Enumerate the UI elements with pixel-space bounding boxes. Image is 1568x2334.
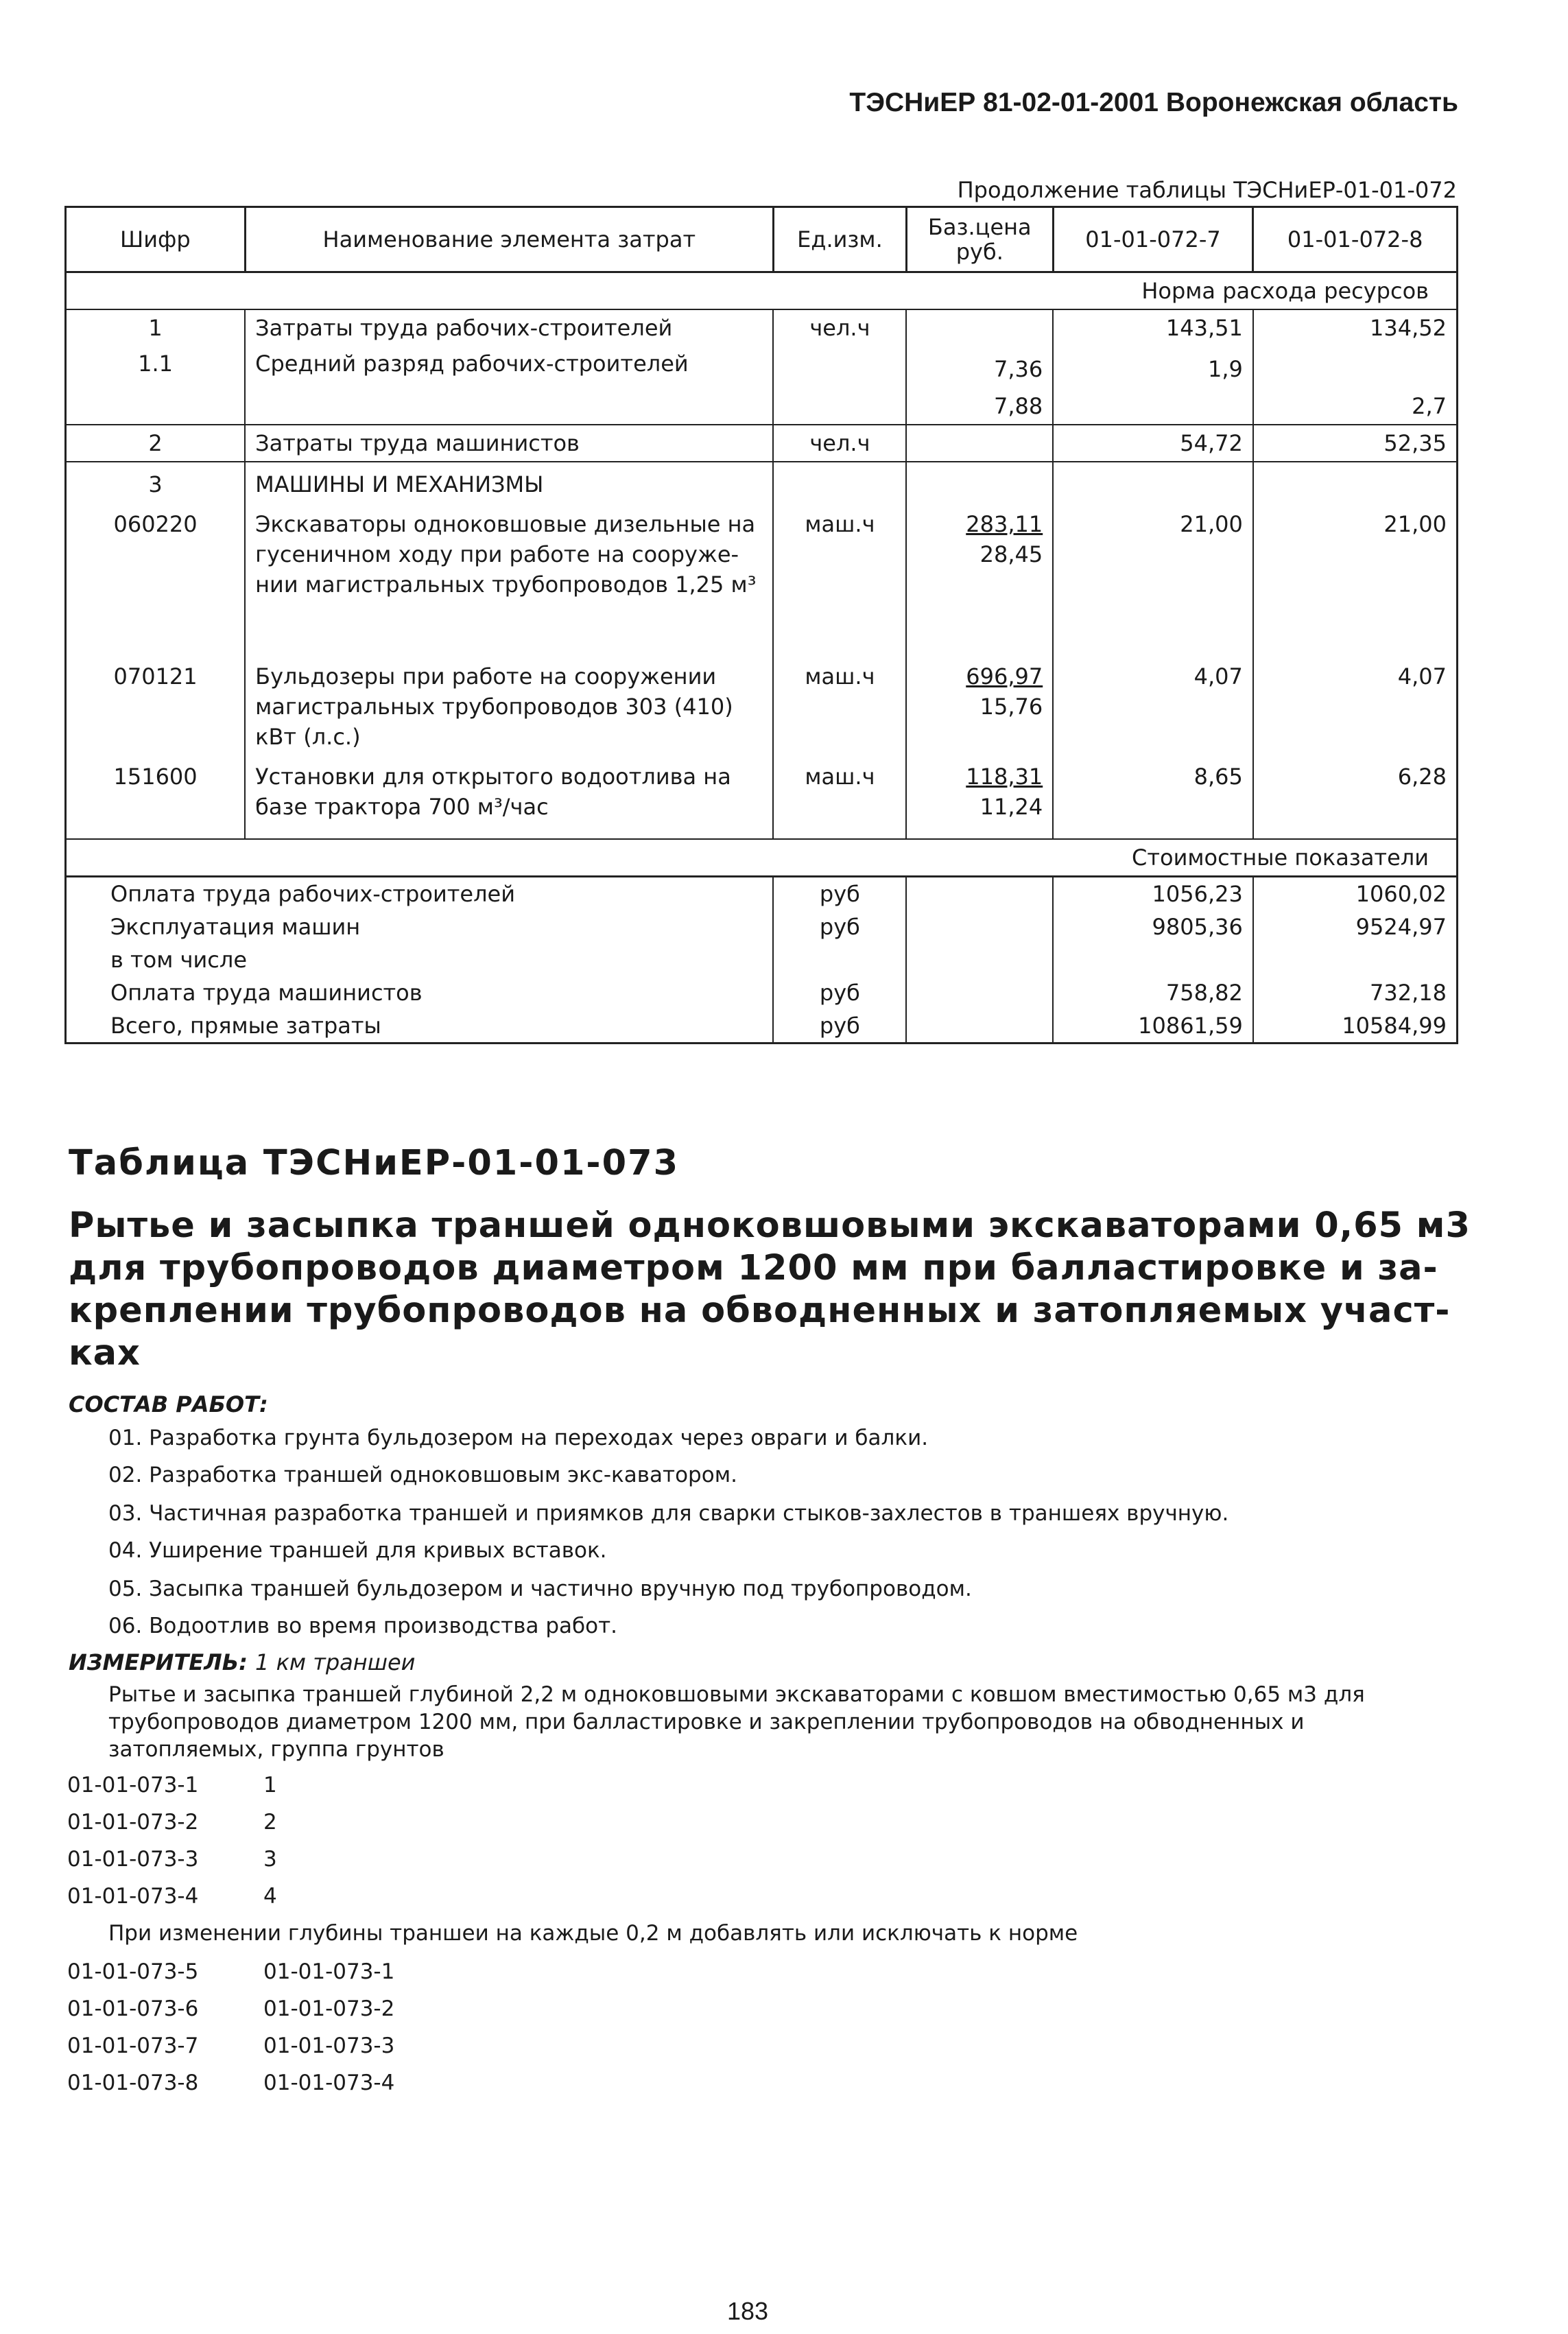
cost-row-value-8: 1060,02 <box>1253 877 1458 911</box>
row-name: Затраты труда рабочих-строителей <box>245 309 773 346</box>
row-name-line: кВт (л.с.) <box>255 724 361 750</box>
cost-header-row <box>66 839 1458 877</box>
cost-row-value-7 <box>1053 943 1253 976</box>
cost-row <box>66 976 1458 1009</box>
code-row <box>67 1810 277 1835</box>
row-price-bottom: 28,45 <box>979 541 1043 567</box>
row-value-8: 21,00 <box>1253 502 1458 659</box>
row-name-line: Бульдозеры при работе на сооружении <box>255 663 717 689</box>
row-value-7: 8,65 <box>1053 759 1253 839</box>
row-price <box>906 309 1053 346</box>
cost-row-unit: руб <box>773 910 906 943</box>
cost-row-unit <box>773 943 906 976</box>
row-name <box>245 502 773 659</box>
row-code: 070121 <box>66 659 246 759</box>
section-description: Рытье и засыпка траншей глубиной 2,2 м одноковшовыми экскаваторами с ковшом вместимостью 0,65 м3 для трубопроводов диаметром 1200 мм, при балластировке и закреплении трубопроводов на обводненных и затопляемых, группа грунтов <box>108 1682 1365 1762</box>
code: 01-01-073-3 <box>67 1847 199 1872</box>
table-row <box>66 425 1458 462</box>
col-header-price-label: Баз.цена руб. <box>927 214 1032 265</box>
row-code: 151600 <box>66 759 246 839</box>
resource-table <box>64 206 1458 1044</box>
cost-row-price <box>906 943 1053 976</box>
code: 01-01-073-2 <box>67 1810 199 1835</box>
row-price <box>906 759 1053 839</box>
code-value: 01-01-073-1 <box>263 1959 395 1984</box>
row-name: Затраты труда машинистов <box>245 425 773 462</box>
cost-row-value-8 <box>1253 943 1458 976</box>
row-price <box>906 462 1053 502</box>
code: 01-01-073-8 <box>67 2071 199 2095</box>
cost-row-name: Эксплуатация машин <box>66 910 774 943</box>
cost-row <box>66 877 1458 911</box>
table-row <box>66 462 1458 502</box>
row-unit: маш.ч <box>773 659 906 759</box>
row-price-top: 7,36 <box>993 356 1043 382</box>
code-value: 01-01-073-4 <box>263 2071 395 2095</box>
code: 01-01-073-4 <box>67 1884 199 1909</box>
depth-note: При изменении глубины траншеи на каждые 0,2 м добавлять или исключать к норме <box>108 1921 1078 1946</box>
section-table-title: Таблица ТЭСНиЕР-01-01-073 <box>69 1143 680 1183</box>
table-row <box>66 502 1458 659</box>
row-value-8 <box>1253 462 1458 502</box>
cost-row-value-7: 9805,36 <box>1053 910 1253 943</box>
table-row <box>66 309 1458 346</box>
code-row <box>67 1996 394 2021</box>
section-subtitle <box>69 1205 1482 1375</box>
row-price <box>906 502 1053 659</box>
row-value-8: 134,52 <box>1253 309 1458 346</box>
code-row <box>67 1773 277 1797</box>
row-value-8: 52,35 <box>1253 425 1458 462</box>
row-unit: чел.ч <box>773 309 906 346</box>
cost-row <box>66 943 1458 976</box>
work-item: 06. Водоотлив во время производства работ. <box>108 1614 618 1638</box>
row-price <box>906 346 1053 425</box>
code-value: 4 <box>263 1884 277 1909</box>
row-price-top: 283,11 <box>966 511 1043 537</box>
meter-value: 1 км траншеи <box>255 1649 416 1675</box>
code-row <box>67 2034 394 2058</box>
cost-row-value-7: 10861,59 <box>1053 1009 1253 1044</box>
row-value-7 <box>1053 462 1253 502</box>
code-value: 1 <box>263 1773 277 1797</box>
cost-row-value-8: 10584,99 <box>1253 1009 1458 1044</box>
table-row <box>66 346 1458 425</box>
cost-row-value-7: 1056,23 <box>1053 877 1253 911</box>
code-value: 2 <box>263 1810 277 1835</box>
row-price-bottom: 15,76 <box>979 694 1043 720</box>
row-price-bottom: 11,24 <box>979 794 1043 820</box>
code-row <box>67 1847 277 1872</box>
row-unit <box>773 462 906 502</box>
norm-header: Норма расхода ресурсов <box>66 272 1458 310</box>
cost-row-unit: руб <box>773 1009 906 1044</box>
code: 01-01-073-7 <box>67 2034 199 2058</box>
code-value: 01-01-073-3 <box>263 2034 395 2058</box>
row-value-7: 4,07 <box>1053 659 1253 759</box>
row-price-top: 696,97 <box>966 663 1043 689</box>
row-name <box>245 759 773 839</box>
row-code: 2 <box>66 425 246 462</box>
row-name-line: нии магистральных трубопроводов 1,25 м³ <box>255 571 757 598</box>
cost-row-unit: руб <box>773 877 906 911</box>
row-unit: чел.ч <box>773 425 906 462</box>
cost-row-unit: руб <box>773 976 906 1009</box>
row-name: Средний разряд рабочих-строителей <box>245 346 773 425</box>
table-header-row <box>66 207 1458 272</box>
document-header: ТЭСНиЕР 81-02-01-2001 Воронежская область <box>849 88 1458 117</box>
code: 01-01-073-5 <box>67 1959 199 1984</box>
row-value-7: 54,72 <box>1053 425 1253 462</box>
page-number: 183 <box>727 2297 769 2325</box>
cost-row <box>66 1009 1458 1044</box>
cost-row-value-7: 758,82 <box>1053 976 1253 1009</box>
row-value-7: 21,00 <box>1053 502 1253 659</box>
cost-row-name: Всего, прямые затраты <box>66 1009 774 1044</box>
meter-label: ИЗМЕРИТЕЛЬ: <box>69 1649 248 1675</box>
row-price-bottom: 7,88 <box>993 393 1043 419</box>
code-row <box>67 2071 394 2095</box>
col-header-072-8: 01-01-072-8 <box>1253 207 1458 272</box>
cost-row <box>66 910 1458 943</box>
row-unit <box>773 346 906 425</box>
row-name-line: Установки для открытого водоотлива на <box>255 764 731 790</box>
norm-header-row <box>66 272 1458 310</box>
row-unit: маш.ч <box>773 759 906 839</box>
cost-row-value-8: 9524,97 <box>1253 910 1458 943</box>
code-row <box>67 1959 394 1984</box>
work-item: 05. Засыпка траншей бульдозером и частично вручную под трубопроводом. <box>108 1577 972 1601</box>
table-row <box>66 759 1458 839</box>
row-value-8-text: 2,7 <box>1412 393 1447 419</box>
meter-line <box>69 1649 415 1675</box>
section-subtitle-line: креплении трубопроводов на обводненных и затопляемых участ- <box>69 1290 1451 1331</box>
row-name-line: базе трактора 700 м³/час <box>255 794 549 820</box>
col-header-072-7: 01-01-072-7 <box>1053 207 1253 272</box>
row-value-7: 1,9 <box>1053 346 1253 425</box>
section-subtitle-line: Рытье и засыпка траншей одноковшовыми экскаваторами 0,65 м3 <box>69 1205 1471 1246</box>
row-code: 1 <box>66 309 246 346</box>
work-item: 02. Разработка траншей одноковшовым экс-каватором. <box>108 1463 737 1487</box>
row-price <box>906 425 1053 462</box>
row-code: 060220 <box>66 502 246 659</box>
code-value: 01-01-073-2 <box>263 1996 395 2021</box>
row-name-line: гусеничном ходу при работе на сооруже- <box>255 541 739 567</box>
section-subtitle-line: для трубопроводов диаметром 1200 мм при балластировке и за- <box>69 1248 1438 1288</box>
section-subtitle-line: ках <box>69 1333 141 1374</box>
cost-row-name: Оплата труда рабочих-строителей <box>66 877 774 911</box>
row-name-line: Экскаваторы одноковшовые дизельные на <box>255 511 756 537</box>
row-name <box>245 659 773 759</box>
col-header-unit: Ед.изм. <box>773 207 906 272</box>
code: 01-01-073-1 <box>67 1773 199 1797</box>
cost-row-name: в том числе <box>66 943 774 976</box>
code-value: 3 <box>263 1847 277 1872</box>
row-name-line: магистральных трубопроводов 303 (410) <box>255 694 733 720</box>
row-unit: маш.ч <box>773 502 906 659</box>
works-label: СОСТАВ РАБОТ: <box>69 1391 268 1417</box>
row-name: МАШИНЫ И МЕХАНИЗМЫ <box>245 462 773 502</box>
cost-row-name: Оплата труда машинистов <box>66 976 774 1009</box>
col-header-price <box>906 207 1053 272</box>
row-code: 1.1 <box>66 346 246 425</box>
cost-row-price <box>906 976 1053 1009</box>
work-item: 03. Частичная разработка траншей и приямков для сварки стыков-захлестов в траншеях вручную. <box>108 1501 1229 1526</box>
col-header-name: Наименование элемента затрат <box>245 207 773 272</box>
row-code: 3 <box>66 462 246 502</box>
table-row <box>66 659 1458 759</box>
row-value-8: 6,28 <box>1253 759 1458 839</box>
cost-row-price <box>906 910 1053 943</box>
table-continuation-note: Продолжение таблицы ТЭСНиЕР-01-01-072 <box>957 177 1457 203</box>
cost-row-price <box>906 1009 1053 1044</box>
code: 01-01-073-6 <box>67 1996 199 2021</box>
code-row <box>67 1884 277 1909</box>
cost-row-value-8: 732,18 <box>1253 976 1458 1009</box>
cost-row-price <box>906 877 1053 911</box>
cost-header: Стоимостные показатели <box>66 839 1458 877</box>
col-header-code: Шифр <box>66 207 246 272</box>
work-item: 01. Разработка грунта бульдозером на переходах через овраги и балки. <box>108 1426 929 1450</box>
row-value-7: 143,51 <box>1053 309 1253 346</box>
row-value-8: 4,07 <box>1253 659 1458 759</box>
work-item: 04. Уширение траншей для кривых вставок. <box>108 1538 607 1563</box>
row-price <box>906 659 1053 759</box>
row-price-top: 118,31 <box>966 764 1043 790</box>
row-value-8 <box>1253 346 1458 425</box>
